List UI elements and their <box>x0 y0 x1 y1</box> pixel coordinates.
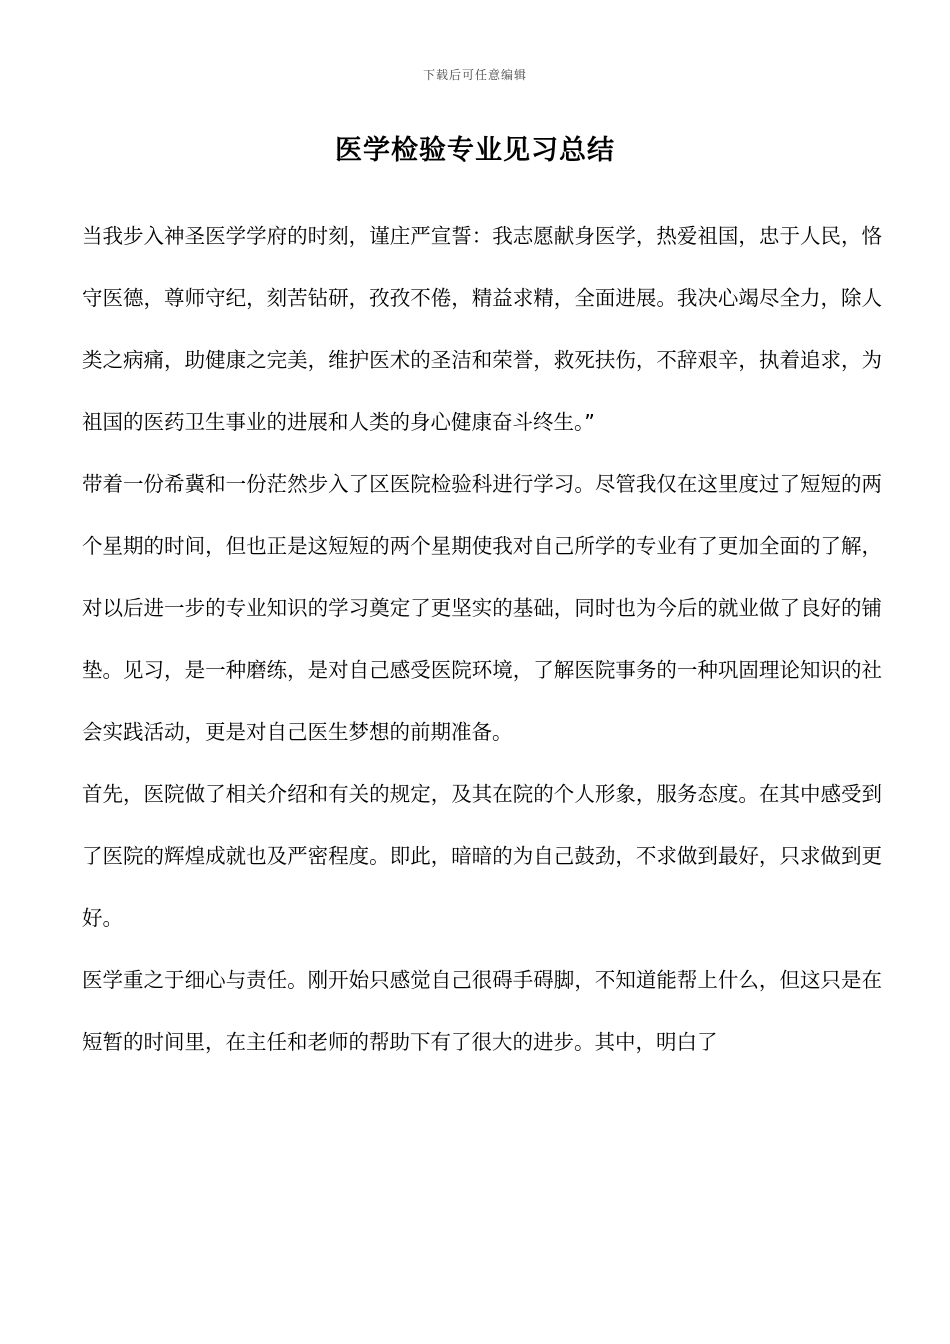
paragraph-arrival: 带着一份希冀和一份茫然步入了区医院检验科进行学习。尽管我仅在这里度过了短短的两个星期的时间，但也正是这短短的两个星期使我对自己所学的专业有了更加全面的了解，对以后进一步的专业知识的学习奠定了更坚实的基础，同时也为今后的就业做了良好的铺垫。见习，是一种磨练，是对自己感受医院环境，了解医院事务的一种巩固理论知识的社会实践活动，更是对自己医生梦想的前期准备。 <box>82 472 882 744</box>
paragraph-first: 首先，医院做了相关介绍和有关的规定，及其在院的个人形象，服务态度。在其中感受到了医院的辉煌成就也及严密程度。即此，暗暗的为自己鼓劲，不求做到最好，只求做到更好。 <box>82 782 882 930</box>
document-title: 医学检验专业见习总结 <box>335 135 615 166</box>
paragraph-responsibility: 医学重之于细心与责任。刚开始只感觉自己很碍手碍脚，不知道能帮上什么，但这只是在短暂的时间里，在主任和老师的帮助下有了很大的进步。其中，明白了 <box>82 968 882 1054</box>
header-note: 下载后可任意编辑 <box>422 68 527 82</box>
paragraph-oath: 当我步入神圣医学学府的时刻，谨庄严宣誓：我志愿献身医学，热爱祖国，忠于人民，恪守医德，尊师守纪，刻苦钻研，孜孜不倦，精益求精，全面进展。我决心竭尽全力，除人类之病痛，助健康之完美，维护医术的圣洁和荣誉，救死扶伤，不辞艰辛，执着追求，为祖国的医药卫生事业的进展和人类的身心健康奋斗终生。” <box>82 224 882 434</box>
document-body <box>82 205 882 1073</box>
